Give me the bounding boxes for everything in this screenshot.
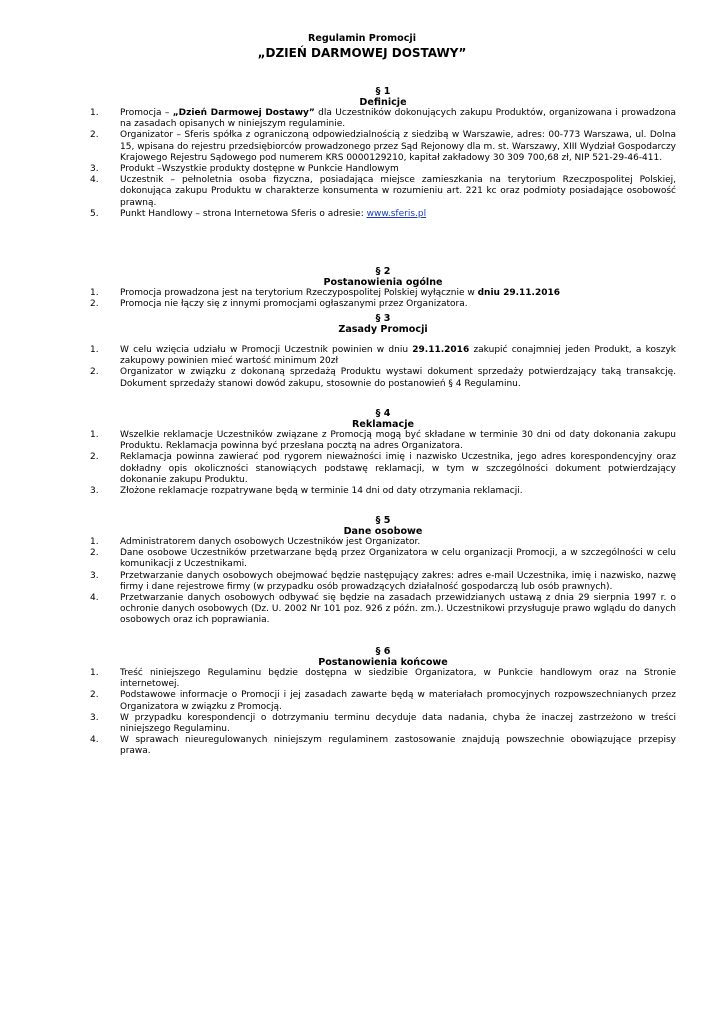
list-item: 2. Promocja nie łączy się z innymi promocjami ogłaszanymi przez Organizatora.: [90, 299, 468, 310]
list-item: 3. W przypadku korespondencji o dotrzymaniu terminu decyduje data nadania, chyba że inaczej zastrzeżono w treści niniejszego Regulaminu.: [90, 712, 676, 735]
section-title: Zasady Promocji: [338, 324, 428, 335]
section-title: Postanowienia końcowe: [318, 657, 448, 668]
section-1: [90, 86, 676, 220]
list-item: 1. Wszelkie reklamacje Uczestników związane z Promocją mogą być składane w terminie 30 dni od daty dokonania zakupu Produktu. Reklamacja powinna być przesłana pocztą na adres Organizatora.: [90, 430, 676, 452]
section-3: [90, 313, 676, 390]
list-item: 3. Przetwarzanie danych osobowych obejmować będzie następujący zakres: adres e-mail Uczestnika, imię i nazwisko, nazwę firmy i dane rejestrowe firmy (w przypadku osób prowadzących działalność gospodarczą lub osób prawnych).: [90, 570, 676, 592]
section-number: § 6: [375, 646, 391, 657]
list-item: 2. Organizator w związku z dokonaną sprzedażą Produktu wystawi dokument sprzedaży potwierdzający taką transakcję. Dokument sprzedaży stanowi dowód zakupu, stosownie do postanowień § 4 Regulaminu.: [90, 367, 676, 389]
section-5: [90, 515, 676, 627]
list-item: 5. Punkt Handlowy – strona Internetowa Sferis o adresie: www.sferis.pl: [90, 208, 427, 219]
list-item: 3. Złożone reklamacje rozpatrywane będą w terminie 14 dni od daty otrzymania reklamacji.: [90, 486, 523, 497]
sferis-website-link[interactable]: www.sferis.pl: [366, 208, 427, 219]
section-number: § 4: [375, 408, 391, 419]
section-6: [90, 646, 676, 758]
list-item: 2. Organizator – Sferis spółka z ograniczoną odpowiedzialnością z siedzibą w Warszawie, adres: 00-773 Warszawa, ul. Dolna 15, wpisana do rejestru przedsiębiorców prowadzonego przez Sąd Rejonowy dla m. st. Warszawy, XIII Wydział Gospodarczy Krajowego Rejestru Sądowego pod numerem KRS 0000129210, kapitał zakładowy 30 309 700,68 zł, NIP 521-29-46-411.: [90, 130, 676, 163]
list-item: 3. Produkt –Wszystkie produkty dostępne w Punkcie Handlowym: [90, 164, 399, 175]
section-number: § 2: [375, 266, 391, 277]
section-number: § 1: [375, 86, 391, 97]
list-item: 1. Treść niniejszego Regulaminu będzie dostępna w siedzibie Organizatora, w Punkcie handlowym oraz na Stronie internetowej.: [90, 668, 676, 690]
list-item: 4. Uczestnik – pełnoletnia osoba fizyczna, posiadająca miejsce zamieszkania na terytorium Rzeczpospolitej Polskiej, dokonująca zakupu Produktu w charakterze konsumenta w rozumieniu art. 221 kc oraz podmioty posiadające osobowość prawną.: [90, 175, 676, 208]
list-item: 1. Promocja – „Dzień Darmowej Dostawy” dla Uczestników dokonujących zakupu Produktów, organizowana i prowadzona na zasadach opisanych w niniejszym regulaminie.: [90, 108, 676, 130]
section-2: [90, 266, 676, 310]
section-title: Reklamacje: [352, 419, 414, 430]
list-item: 1. W celu wzięcia udziału w Promocji Uczestnik powinien w dniu 29.11.2016 zakupić conajmniej jeden Produkt, a koszyk zakupowy powinien mieć wartość minimum 20zł: [90, 345, 676, 367]
list-item: 4. W sprawach nieuregulowanych niniejszym regulaminem zastosowanie znajdują powszechnie obowiązujące przepisy prawa.: [90, 735, 676, 757]
list-item: 2. Dane osobowe Uczestników przetwarzane będą przez Organizatora w celu organizacji Promocji, a w szczególności w celu komunikacji z Uczestnikami.: [90, 548, 676, 570]
section-title: Dane osobowe: [343, 526, 423, 537]
list-item: 4. Przetwarzanie danych osobowych odbywać się będzie na zasadach przewidzianych ustawą z dnia 29 sierpnia 1997 r. o ochronie danych osobowych (Dz. U. 2002 Nr 101 poz. 926 z późn. zm.). Uczestnikowi przysługuje prawo wglądu do danych osobowych oraz ich poprawiania.: [90, 593, 676, 626]
document-title-line2: „DZIEŃ DARMOWEJ DOSTAWY”: [257, 46, 467, 60]
section-number: § 3: [375, 313, 391, 324]
list-item: 2. Podstawowe informacje o Promocji i jej zasadach zawarte będą w materiałach promocyjnych rozpowszechnianych przez Organizatora w związku z Promocją.: [90, 690, 676, 712]
section-title: Definicje: [359, 97, 407, 108]
document-title-line1: Regulamin Promocji: [307, 33, 416, 44]
list-item: 2. Reklamacja powinna zawierać pod rygorem nieważności imię i nazwisko Uczestnika, jego adres korespondencyjny oraz dokładny opis okoliczności stanowiących podstawę reklamacji, w tym w szczególności dokument potwierdzający dokonanie zakupu Produktu.: [90, 452, 676, 485]
list-item: 1. Promocja prowadzona jest na terytorium Rzeczypospolitej Polskiej wyłącznie w dniu 29.11.2016: [90, 288, 561, 298]
section-4: [90, 408, 676, 497]
section-title: Postanowienia ogólne: [323, 277, 443, 288]
list-item: 1. Administratorem danych osobowych Uczestników jest Organizator.: [90, 537, 421, 547]
section-number: § 5: [375, 515, 391, 526]
